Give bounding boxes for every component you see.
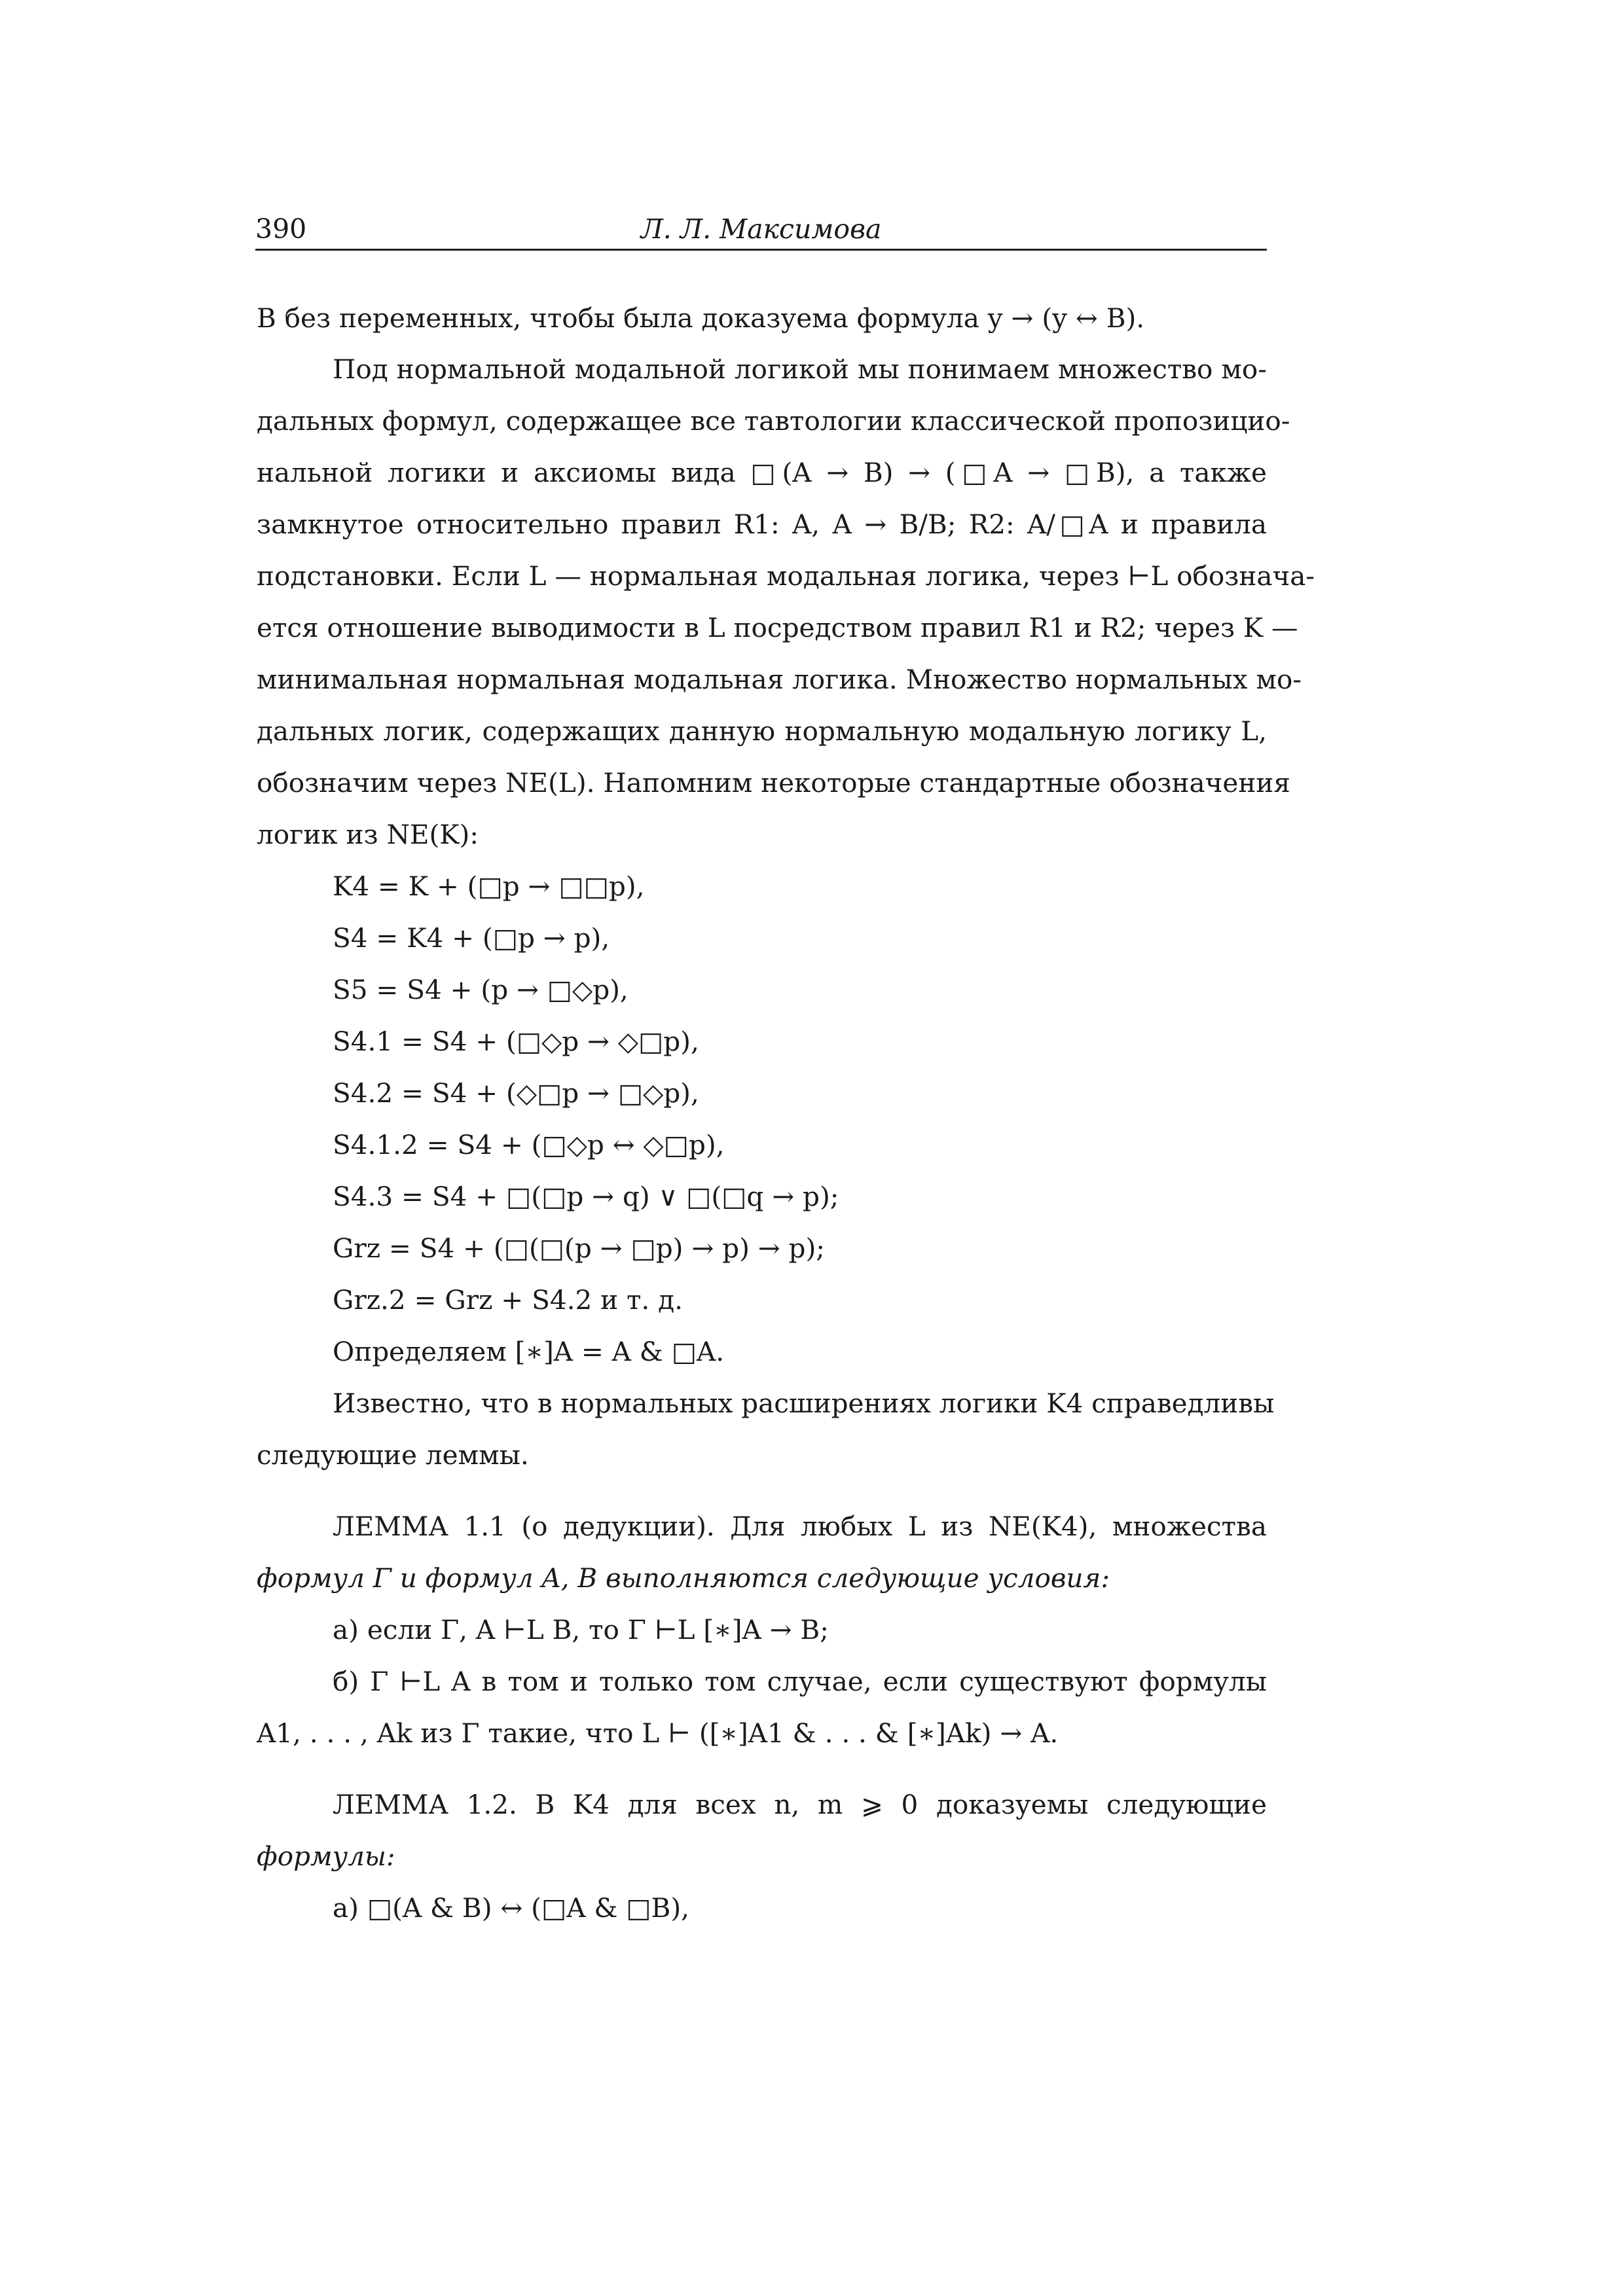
text-line: логик из NE(K): [257, 819, 479, 850]
text-line: Известно, что в нормальных расширениях логики K4 справедливы [333, 1388, 1275, 1419]
text-line: ется отношение выводимости в L посредством правил R1 и R2; через K — [257, 612, 1298, 643]
formula-line: S4.3 = S4 + □(□p → q) ∨ □(□q → p); [333, 1181, 839, 1212]
lemma-1-1-heading: ЛЕММА 1.1 (о дедукции). Для любых L из NE(K4), множества [333, 1511, 1267, 1542]
page-header [255, 208, 1267, 251]
formula-line: S4.1 = S4 + (□◇p → ◇□p), [333, 1026, 699, 1057]
formula-line: Grz = S4 + (□(□(p → □p) → p) → p); [333, 1232, 825, 1264]
text-line: дальных логик, содержащих данную нормальную модальную логику L, [257, 715, 1267, 747]
text-line: обозначим через NE(L). Напомним некоторые стандартные обозначения [257, 767, 1290, 798]
formula-line: S4 = K4 + (□p → p), [333, 922, 610, 954]
lemma-item-b: б) Γ ⊢L A в том и только том случае, если существуют формулы [333, 1666, 1267, 1697]
lemma-text-line: A1, . . . , Ak из Γ такие, что L ⊢ ([∗]A1 & . . . & [∗]Ak) → A. [257, 1717, 1059, 1749]
text-line: B без переменных, чтобы была доказуема формула y → (y ↔ B). [257, 302, 1145, 334]
text-line: дальных формул, содержащее все тавтологии классической пропозицио- [257, 405, 1290, 437]
text-line: следующие леммы. [257, 1439, 529, 1471]
lemma-1-2-heading: ЛЕММА 1.2. В K4 для всех n, m ⩾ 0 доказуемы следующие [333, 1789, 1267, 1820]
formula-line: S4.2 = S4 + (◇□p → □◇p), [333, 1077, 699, 1109]
lemma-item-a: а) если Γ, A ⊢L B, то Γ ⊢L [∗]A → B; [333, 1614, 829, 1645]
text-line: минимальная нормальная модальная логика. Множество нормальных мо- [257, 664, 1302, 695]
text-line: Под нормальной модальной логикой мы понимаем множество мо- [333, 353, 1267, 385]
formula-line: K4 = K + (□p → □□p), [333, 870, 645, 902]
text-line: нальной логики и аксиомы вида □(A → B) → (□A → □B), а также [257, 457, 1267, 488]
text-line: замкнутое относительно правил R1: A, A → B/B; R2: A/□A и правила [257, 509, 1267, 540]
page-number: 390 [255, 213, 307, 245]
formula-line: Grz.2 = Grz + S4.2 и т. д. [333, 1284, 683, 1316]
lemma-text-line: формул Γ и формул A, B выполняются следующие условия: [257, 1562, 1110, 1594]
text-line: подстановки. Если L — нормальная модальная логика, через ⊢L обознача- [257, 560, 1315, 592]
formula-line: S5 = S4 + (p → □◇p), [333, 974, 629, 1005]
formula-line: Определяем [∗]A = A & □A. [333, 1336, 725, 1367]
lemma-text-line: формулы: [257, 1840, 395, 1872]
lemma-item-a: а) □(A & B) ↔ (□A & □B), [333, 1892, 689, 1924]
formula-line: S4.1.2 = S4 + (□◇p ↔ ◇□p), [333, 1129, 725, 1160]
running-title: Л. Л. Максимова [640, 213, 882, 245]
